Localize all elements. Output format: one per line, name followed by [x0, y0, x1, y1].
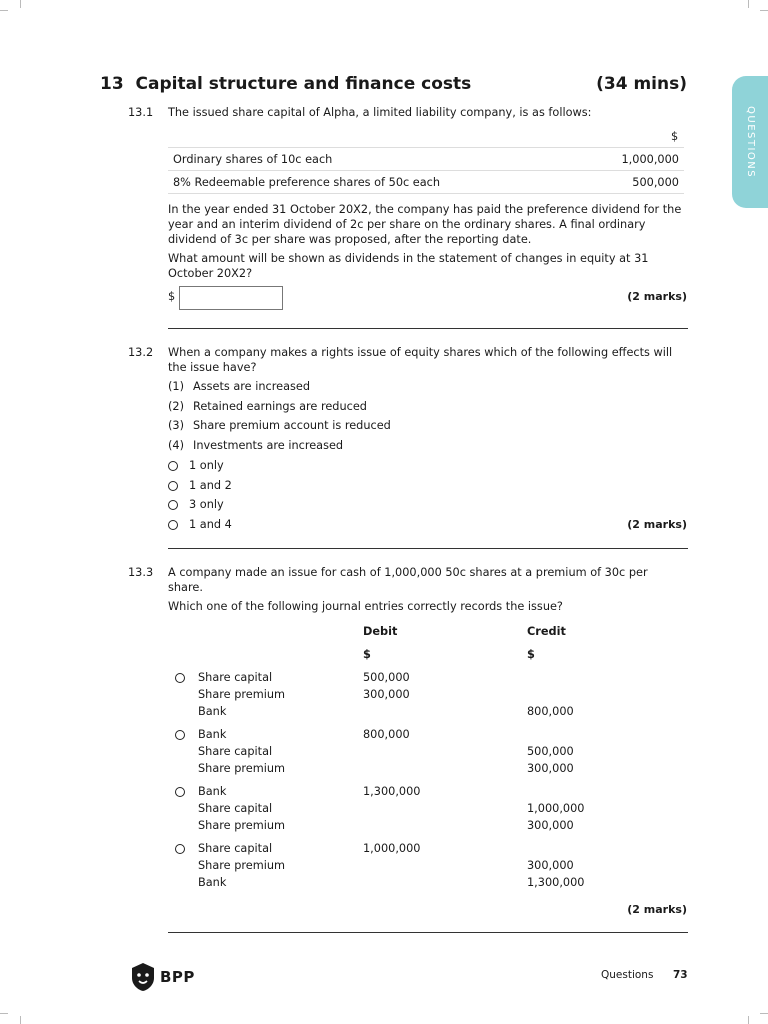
account-name: Share capital [198, 745, 273, 758]
share-row [168, 170, 684, 194]
divider [168, 932, 688, 933]
account-name: Share premium [198, 859, 286, 872]
credit-amount: 300,000 [527, 859, 574, 872]
bpp-logo [130, 962, 195, 996]
marks-label: (2 marks) [627, 518, 687, 531]
side-tab-label: QUESTIONS [745, 106, 756, 179]
debit-amount: 1,300,000 [363, 785, 421, 798]
currency-header: $ [671, 130, 679, 143]
option-label: 1 only [189, 459, 224, 472]
paragraph-line: In the year ended 31 October 20X2, the company has paid the preference dividend for the [168, 203, 682, 216]
radio-button[interactable] [175, 787, 185, 797]
option-label: 1 and 4 [189, 518, 232, 531]
share-row-label: 8% Redeemable preference shares of 50c each [173, 176, 441, 189]
section-title [100, 74, 471, 94]
debit-amount: 1,000,000 [363, 842, 421, 855]
question-line: the issue have? [168, 361, 257, 374]
question-text [168, 345, 688, 375]
share-row-value: 1,000,000 [621, 153, 679, 166]
crop-mark [760, 10, 768, 11]
marks-label: (2 marks) [627, 290, 687, 303]
account-name: Share capital [198, 842, 273, 855]
debit-amount: 800,000 [363, 728, 410, 741]
radio-button[interactable] [168, 500, 178, 510]
question-number: 13.1 [128, 106, 154, 119]
question-text [168, 565, 688, 614]
crop-mark [0, 1013, 8, 1014]
debit-amount: 300,000 [363, 688, 410, 701]
account-name: Share capital [198, 802, 273, 815]
answer-prefix: $ [168, 290, 176, 303]
journal-option[interactable] [168, 670, 628, 722]
option-label: 1 and 2 [189, 479, 232, 492]
journal-option[interactable] [168, 727, 628, 779]
credit-header: Credit [527, 625, 566, 638]
crop-mark [748, 0, 749, 8]
crop-mark [0, 10, 8, 11]
crop-mark [20, 1016, 21, 1024]
crop-mark [760, 1013, 768, 1014]
question-line: What amount will be shown as dividends in the statement of changes in equity at 31 [168, 252, 649, 265]
account-name: Share premium [198, 688, 286, 701]
divider [168, 328, 688, 329]
account-name: Share premium [198, 762, 286, 775]
answer-option[interactable] [168, 458, 368, 473]
answer-option[interactable] [168, 517, 368, 532]
journal-line [198, 670, 272, 685]
account-name: Share capital [198, 671, 273, 684]
questions-side-tab [732, 76, 768, 208]
statement-item [168, 379, 311, 394]
account-name: Bank [198, 785, 227, 798]
radio-button[interactable] [175, 730, 185, 740]
footer-section-label: Questions [601, 969, 654, 981]
page-number: 73 [673, 969, 688, 981]
statement-number: (4) [168, 439, 185, 452]
question-line: October 20X2? [168, 267, 253, 280]
brand-name: BPP [160, 968, 195, 986]
journal-option[interactable] [168, 841, 628, 893]
share-row-value: 500,000 [632, 176, 679, 189]
statement-text: Retained earnings are reduced [193, 400, 367, 413]
account-name: Bank [198, 728, 227, 741]
section-title-text: Capital structure and finance costs [135, 74, 472, 94]
question-number: 13.2 [128, 346, 154, 359]
statement-text: Share premium account is reduced [193, 419, 391, 432]
question-line: Which one of the following journal entries correctly records the issue? [168, 600, 563, 613]
crop-mark [20, 0, 21, 8]
account-name: Bank [198, 705, 227, 718]
question-intro: The issued share capital of Alpha, a limited liability company, is as follows: [168, 106, 592, 119]
radio-button[interactable] [168, 481, 178, 491]
question-line: A company made an issue for cash of 1,000,000 50c shares at a premium of 30c per [168, 566, 648, 579]
account-name: Share premium [198, 819, 286, 832]
account-name: Bank [198, 876, 227, 889]
radio-button[interactable] [175, 673, 185, 683]
lion-icon [130, 962, 156, 992]
paragraph-line: year and an interim dividend of 2c per share on the ordinary shares. A final ordinary [168, 218, 646, 231]
question-text [168, 251, 688, 281]
credit-amount: 800,000 [527, 705, 574, 718]
question-line: When a company makes a rights issue of equity shares which of the following effects will [168, 346, 673, 359]
radio-button[interactable] [175, 844, 185, 854]
statement-number: (3) [168, 419, 185, 432]
option-label: 3 only [189, 498, 224, 511]
radio-button[interactable] [168, 461, 178, 471]
credit-amount: 1,300,000 [527, 876, 585, 889]
credit-amount: 300,000 [527, 762, 574, 775]
journal-line [198, 704, 226, 719]
journal-line [198, 687, 285, 702]
share-row [168, 147, 684, 171]
statement-item [168, 418, 391, 433]
credit-currency: $ [527, 648, 535, 661]
question-number: 13.3 [128, 566, 154, 579]
question-paragraph [168, 202, 688, 247]
question-line: share. [168, 581, 203, 594]
answer-input[interactable] [179, 286, 283, 310]
marks-label: (2 marks) [627, 903, 687, 916]
section-time: (34 mins) [596, 74, 687, 94]
statement-number: (2) [168, 400, 185, 413]
statement-number: (1) [168, 380, 185, 393]
statement-item [168, 399, 367, 414]
divider [168, 548, 688, 549]
credit-amount: 1,000,000 [527, 802, 585, 815]
credit-amount: 500,000 [527, 745, 574, 758]
crop-mark [748, 1016, 749, 1024]
credit-amount: 300,000 [527, 819, 574, 832]
statement-item [168, 438, 344, 453]
paragraph-line: dividend of 3c per share was proposed, after the reporting date. [168, 233, 532, 246]
statement-text: Investments are increased [193, 439, 344, 452]
share-row-label: Ordinary shares of 10c each [173, 153, 333, 166]
debit-currency: $ [363, 648, 371, 661]
section-number: 13 [100, 74, 124, 94]
journal-option[interactable] [168, 784, 628, 836]
debit-amount: 500,000 [363, 671, 410, 684]
answer-option[interactable] [168, 497, 368, 512]
answer-option[interactable] [168, 478, 368, 493]
debit-header: Debit [363, 625, 398, 638]
statement-text: Assets are increased [193, 380, 311, 393]
radio-button[interactable] [168, 520, 178, 530]
